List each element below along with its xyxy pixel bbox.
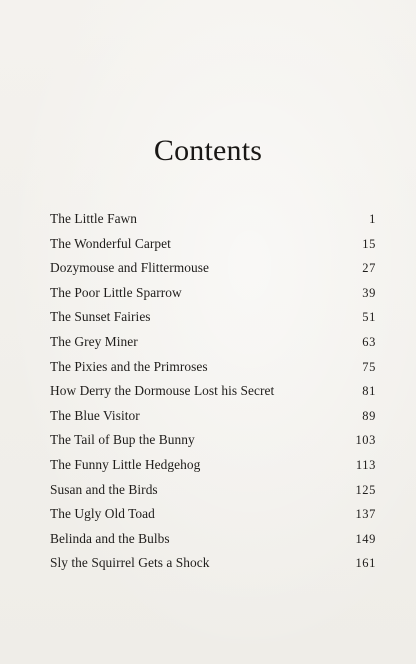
entry-title: The Wonderful Carpet <box>50 235 171 251</box>
entry-page-number: 103 <box>355 433 376 448</box>
entry-page-number: 125 <box>355 482 376 497</box>
entry-title: The Blue Visitor <box>50 407 140 423</box>
entry-title: The Grey Miner <box>50 333 138 349</box>
entry-title: Sly the Squirrel Gets a Shock <box>50 555 210 571</box>
entry-title: How Derry the Dormouse Lost his Secret <box>50 383 275 399</box>
entry-page-number: 137 <box>355 507 376 522</box>
entry-page-number: 15 <box>362 236 376 251</box>
list-item <box>50 428 376 453</box>
entry-page-number: 75 <box>362 359 376 374</box>
entry-page-number: 161 <box>355 556 376 571</box>
list-item <box>50 379 376 404</box>
entry-page-number: 51 <box>362 310 376 325</box>
list-item <box>50 330 376 355</box>
list-item <box>50 551 376 576</box>
entry-title: The Sunset Fairies <box>50 309 151 325</box>
entry-page-number: 1 <box>369 212 376 226</box>
entry-title: Belinda and the Bulbs <box>50 530 170 546</box>
contents-list <box>50 207 376 576</box>
list-item <box>50 478 376 503</box>
list-item <box>50 256 376 281</box>
entry-page-number: 149 <box>355 531 376 546</box>
entry-title: The Funny Little Hedgehog <box>50 456 201 472</box>
entry-title: The Little Fawn <box>50 211 138 226</box>
entry-page-number: 113 <box>355 457 376 472</box>
entry-page-number: 63 <box>362 334 376 349</box>
entry-title: The Poor Little Sparrow <box>50 284 182 300</box>
list-item <box>50 232 376 257</box>
list-item <box>50 527 376 552</box>
list-item <box>50 207 376 232</box>
list-item <box>50 355 376 380</box>
list-item <box>50 305 376 330</box>
entry-page-number: 39 <box>362 285 376 300</box>
page-title: Contents <box>153 134 263 167</box>
entry-title: Dozymouse and Flittermouse <box>50 260 209 276</box>
entry-title: The Ugly Old Toad <box>50 506 155 522</box>
entry-title: The Tail of Bup the Bunny <box>50 432 195 448</box>
list-item <box>50 404 376 429</box>
entry-title: The Pixies and the Primroses <box>50 358 208 374</box>
entry-page-number: 81 <box>362 384 376 399</box>
entry-page-number: 27 <box>362 261 376 276</box>
list-item <box>50 281 376 306</box>
entry-title: Susan and the Birds <box>50 481 158 497</box>
list-item <box>50 502 376 527</box>
list-item <box>50 453 376 478</box>
entry-page-number: 89 <box>362 408 376 423</box>
